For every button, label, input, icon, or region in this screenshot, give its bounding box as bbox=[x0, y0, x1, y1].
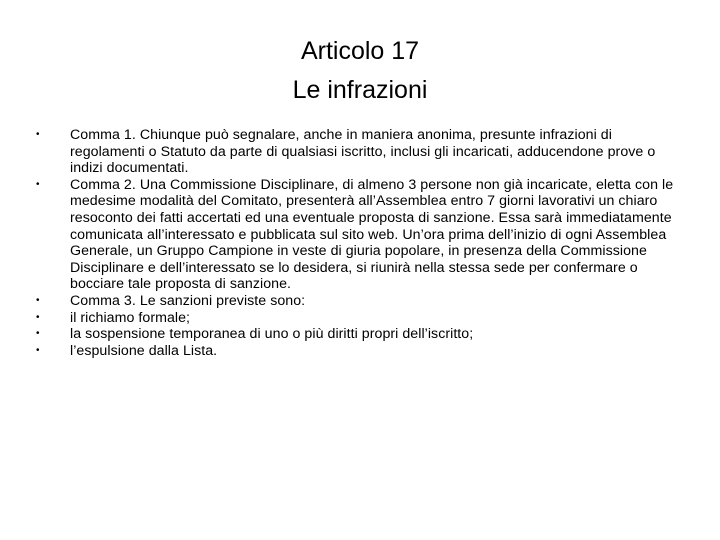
title-line-2: Le infrazioni bbox=[292, 76, 428, 104]
bullet-item-comma-1 bbox=[36, 127, 684, 177]
bullet-item-sospensione bbox=[36, 326, 684, 343]
bullet-list bbox=[36, 127, 684, 359]
bullet-item-comma-3 bbox=[36, 293, 684, 310]
bullet-icon: • bbox=[36, 328, 40, 340]
bullet-item-richiamo bbox=[36, 310, 684, 327]
bullet-icon: • bbox=[36, 344, 40, 356]
bullet-icon: • bbox=[36, 294, 40, 306]
bullet-text: Le sanzioni previste sono: bbox=[135, 292, 306, 309]
bullet-lead: Comma 2. bbox=[70, 176, 136, 193]
bullet-item-comma-2 bbox=[36, 177, 684, 293]
bullet-item-espulsione bbox=[36, 343, 684, 360]
bullet-text: Chiunque può segnalare, anche in maniera anonima, presunte infrazioni di regolamenti o Statuto da parte di qualsiasi iscritto, inclusi gli incaricati, adducendone prove o indizi documentati. bbox=[70, 127, 656, 177]
bullet-lead: Comma 3. bbox=[70, 292, 136, 309]
bullet-text: il richiamo formale; bbox=[70, 309, 191, 326]
title-line-1: Articolo 17 bbox=[300, 37, 420, 65]
bullet-text: l’espulsione dalla Lista. bbox=[70, 342, 218, 359]
bullet-icon: • bbox=[36, 178, 40, 190]
bullet-icon: • bbox=[36, 129, 40, 140]
bullet-text: Una Commissione Disciplinare, di almeno 3 persone non già incaricate, eletta con le medesime modalità del Comitato, presenterà all’Assemblea entro 7 giorni lavorativi un chiaro resoconto dei fatti accertati ed una eventuale proposta di sanzione. Essa sarà immediatamente comunicata all’interessato e pubblicata sul sito web. Un’ora prima dell’inizio di ogni Assemblea Generale, un Gruppo Campione in veste di giuria popolare, in presenza della Commissione Disciplinare e dell’interessato se lo desidera, si riunirà nella stessa sede per confermare o bocciare tale proposta di sanzione. bbox=[70, 176, 674, 293]
bullet-icon: • bbox=[36, 311, 40, 323]
slide-title bbox=[0, 32, 720, 110]
bullet-lead: Comma 1. bbox=[70, 127, 136, 143]
bullet-text: la sospensione temporanea di uno o più diritti propri dell’iscritto; bbox=[70, 326, 474, 343]
